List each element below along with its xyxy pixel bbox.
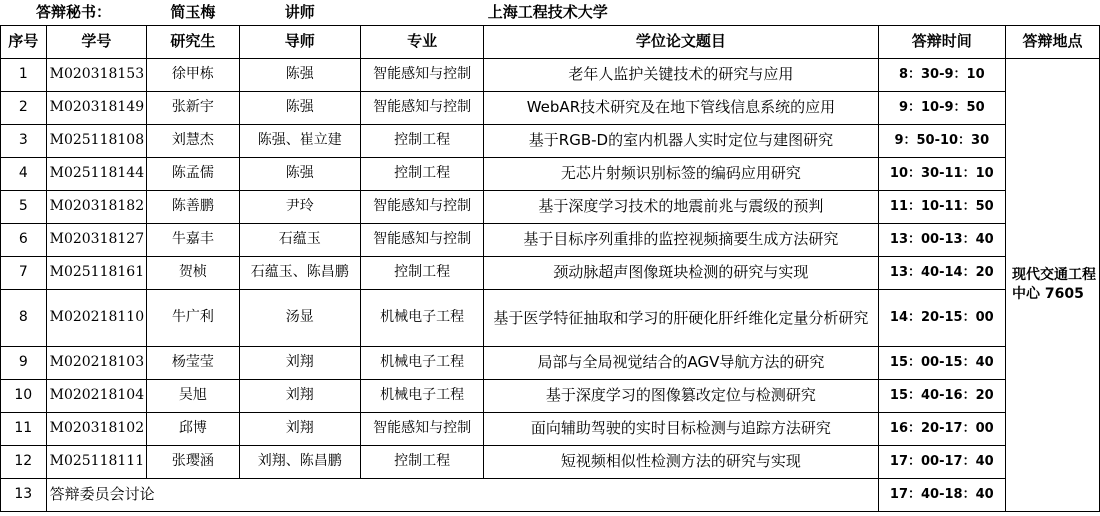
row-student: 杨莹莹 — [147, 346, 240, 379]
row-advisor: 刘翔 — [239, 346, 360, 379]
row-thesis-title: WebAR技术研究及在地下管线信息系统的应用 — [484, 91, 878, 124]
row-advisor: 石蕴玉 — [239, 223, 360, 256]
discussion-label: 答辩委员会讨论 — [46, 478, 878, 511]
row-index: 11 — [1, 412, 47, 445]
row-time: 15：40-16：20 — [878, 379, 1005, 412]
row-time: 14：20-15：00 — [878, 289, 1005, 346]
header-major: 专业 — [360, 25, 483, 58]
row-student-id: M020318102 — [46, 412, 147, 445]
row-thesis-title: 局部与全局视觉结合的AGV导航方法的研究 — [484, 346, 878, 379]
header-student: 研究生 — [147, 25, 240, 58]
header-index: 序号 — [1, 25, 47, 58]
row-student-id: M025118111 — [46, 445, 147, 478]
row-student: 陈善鹏 — [147, 190, 240, 223]
row-major: 智能感知与控制 — [360, 412, 483, 445]
table-row — [1, 124, 1100, 157]
row-student-id: M020218110 — [46, 289, 147, 346]
row-time: 13：00-13：40 — [878, 223, 1005, 256]
row-index: 7 — [1, 256, 47, 289]
row-index: 8 — [1, 289, 47, 346]
row-time: 13：40-14：20 — [878, 256, 1005, 289]
row-advisor: 陈强 — [239, 157, 360, 190]
row-student: 邱博 — [147, 412, 240, 445]
header-student-id: 学号 — [46, 25, 147, 58]
row-student: 牛嘉丰 — [147, 223, 240, 256]
row-student-id: M020318127 — [46, 223, 147, 256]
row-index: 10 — [1, 379, 47, 412]
table-row — [1, 223, 1100, 256]
row-student: 张璎涵 — [147, 445, 240, 478]
row-time: 10：30-11：10 — [878, 157, 1005, 190]
row-student: 吴旭 — [147, 379, 240, 412]
row-major: 机械电子工程 — [360, 346, 483, 379]
secretary-title: 讲师 — [284, 2, 315, 21]
row-thesis-title: 无芯片射频识别标签的编码应用研究 — [484, 157, 878, 190]
row-time: 8：30-9：10 — [878, 58, 1005, 91]
row-student: 牛广利 — [147, 289, 240, 346]
row-major: 控制工程 — [360, 445, 483, 478]
info-row — [1, 0, 1100, 25]
row-advisor: 尹玲 — [239, 190, 360, 223]
row-index: 4 — [1, 157, 47, 190]
table-row — [1, 157, 1100, 190]
row-time: 11：10-11：50 — [878, 190, 1005, 223]
table-row — [1, 91, 1100, 124]
row-thesis-title: 短视频相似性检测方法的研究与实现 — [484, 445, 878, 478]
row-student-id: M020218103 — [46, 346, 147, 379]
header-advisor: 导师 — [239, 25, 360, 58]
row-student-id: M020318182 — [46, 190, 147, 223]
row-student: 贺桢 — [147, 256, 240, 289]
row-student-id: M020318153 — [46, 58, 147, 91]
row-student: 陈孟儒 — [147, 157, 240, 190]
row-index: 5 — [1, 190, 47, 223]
row-thesis-title: 基于医学特征抽取和学习的肝硬化肝纤维化定量分析研究 — [484, 289, 878, 346]
row-student-id: M025118144 — [46, 157, 147, 190]
row-index: 12 — [1, 445, 47, 478]
row-time: 9：10-9：50 — [878, 91, 1005, 124]
row-major: 智能感知与控制 — [360, 58, 483, 91]
table-row — [1, 190, 1100, 223]
row-major: 机械电子工程 — [360, 289, 483, 346]
header-thesis-title: 学位论文题目 — [484, 25, 878, 58]
row-index: 2 — [1, 91, 47, 124]
row-student: 徐甲栋 — [147, 58, 240, 91]
secretary-name: 简玉梅 — [170, 2, 216, 21]
row-thesis-title: 颈动脉超声图像斑块检测的研究与实现 — [484, 256, 878, 289]
row-student: 张新宇 — [147, 91, 240, 124]
row-major: 智能感知与控制 — [360, 190, 483, 223]
row-major: 控制工程 — [360, 256, 483, 289]
row-index: 9 — [1, 346, 47, 379]
row-advisor: 陈强 — [239, 91, 360, 124]
row-major: 控制工程 — [360, 124, 483, 157]
discussion-index: 13 — [1, 478, 47, 511]
row-index: 3 — [1, 124, 47, 157]
venue-cell: 现代交通工程中心 7605 — [1005, 58, 1099, 511]
row-major: 智能感知与控制 — [360, 91, 483, 124]
row-time: 9：50-10：30 — [878, 124, 1005, 157]
header-row — [1, 25, 1100, 58]
table-row — [1, 379, 1100, 412]
header-time: 答辩时间 — [878, 25, 1005, 58]
row-student-id: M025118108 — [46, 124, 147, 157]
table-row — [1, 445, 1100, 478]
row-major: 智能感知与控制 — [360, 223, 483, 256]
table-row — [1, 412, 1100, 445]
row-index: 1 — [1, 58, 47, 91]
row-advisor: 刘翔 — [239, 412, 360, 445]
row-student-id: M020218104 — [46, 379, 147, 412]
row-advisor: 陈强、崔立建 — [239, 124, 360, 157]
row-advisor: 石蕴玉、陈昌鹏 — [239, 256, 360, 289]
row-student-id: M025118161 — [46, 256, 147, 289]
header-venue: 答辩地点 — [1005, 25, 1099, 58]
discussion-row — [1, 478, 1100, 511]
row-major: 机械电子工程 — [360, 379, 483, 412]
row-thesis-title: 基于深度学习的图像篡改定位与检测研究 — [484, 379, 878, 412]
discussion-time: 17：40-18：40 — [878, 478, 1005, 511]
row-thesis-title: 基于RGB-D的室内机器人实时定位与建图研究 — [484, 124, 878, 157]
row-index: 6 — [1, 223, 47, 256]
table-row — [1, 58, 1100, 91]
row-student: 刘慧杰 — [147, 124, 240, 157]
row-advisor: 陈强 — [239, 58, 360, 91]
table-row — [1, 289, 1100, 346]
row-time: 17：00-17：40 — [878, 445, 1005, 478]
row-major: 控制工程 — [360, 157, 483, 190]
row-time: 15：00-15：40 — [878, 346, 1005, 379]
row-student-id: M020318149 — [46, 91, 147, 124]
row-thesis-title: 基于目标序列重排的监控视频摘要生成方法研究 — [484, 223, 878, 256]
row-advisor: 刘翔 — [239, 379, 360, 412]
row-thesis-title: 面向辅助驾驶的实时目标检测与追踪方法研究 — [484, 412, 878, 445]
secretary-label: 答辩秘书： — [36, 2, 112, 21]
row-advisor: 刘翔、陈昌鹏 — [239, 445, 360, 478]
university-name: 上海工程技术大学 — [487, 2, 608, 21]
table-row — [1, 346, 1100, 379]
table-row — [1, 256, 1100, 289]
row-thesis-title: 老年人监护关键技术的研究与应用 — [484, 58, 878, 91]
row-time: 16：20-17：00 — [878, 412, 1005, 445]
row-advisor: 汤显 — [239, 289, 360, 346]
row-thesis-title: 基于深度学习技术的地震前兆与震级的预判 — [484, 190, 878, 223]
